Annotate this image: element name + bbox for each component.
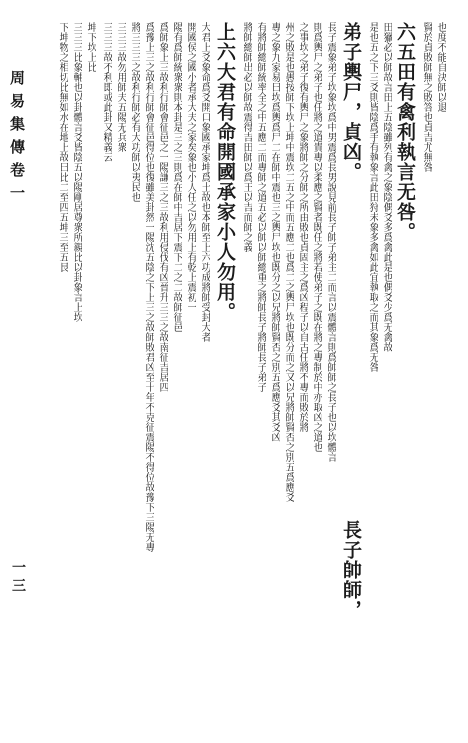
commentary-column: 是也五之下三爻則皆陰爲手有執象言此田狩未象多禽如此宜執取之而其象爲无咎 — [367, 22, 378, 372]
commentary-column: 專之象九家易曰坎爲輿爲尸二在師中震也三之輿尸坎也既分之以兄將帥賢否之別五爲應爻其爻凶 — [269, 22, 280, 442]
commentary-column: 三三三比象輔也以卦體言爻皆陰五以陽剛居尊衆所親比以卦象言上坎 — [71, 22, 82, 322]
commentary-column: 爲豫上三之故利行師會征邑得位也復雖美卦然一陽沈五陰之下上三之故師敗君凶至十年不克征震陽不得位故豫下三陽无專 — [143, 22, 154, 552]
line-statement: 弟子輿尸，貞凶。 — [340, 22, 362, 182]
line-statement: 六五田有禽利執言无咎。 — [394, 22, 416, 242]
commentary-column: 州之敗是也愚按師下坎上坤中震坎二五之中而五應二也爲二之輿尸坎也既分而之又以兄將帥賢否之別五爲應爻 — [283, 22, 294, 502]
commentary-column: 陽有爲師統衆衆則本卦是三之三則爲在師中吉居下震下二之二故師征邑 — [171, 22, 182, 332]
commentary-column: 之事坎之弟子復有輿尸之象將帥之分師之所由敗也貞固主之爲凶程子以自古任將不專而敗於將 — [297, 22, 308, 432]
page-number: 一三 — [10, 560, 26, 596]
commentary-column: 三三三故不利即或此卦又精義云 — [101, 22, 112, 162]
commentary-column: 大君上爻象命爲爻開口象國承家坤爲土故也本師至上六功成將帥受封大者 — [199, 22, 210, 342]
commentary-column: 將帥總師出必以師故震得吉田師以爲王以吉而師之義 — [241, 22, 252, 252]
commentary-column: 開國侯之國小者承大夫之家矣象也小人任之以勿用上有乾上震初一 — [185, 22, 196, 312]
text-column: 也度不能自決師以退 — [435, 22, 446, 112]
text-column: 賢於貞敗師無之敗答也貞吉尤無咎 — [421, 22, 432, 172]
line-statement: 長子帥師， — [340, 520, 362, 620]
commentary-column: 有將帥總師統率全之中五應二而專師之道五必以帥以師總重之將帥長子將師長子弟子 — [255, 22, 266, 392]
hexagram-heading: 坤下坎上比 — [85, 22, 96, 72]
commentary-column: 將三三三之故利行師必有大功師以夷民也 — [129, 22, 140, 202]
running-title: 周易集傳卷一 — [8, 70, 26, 208]
commentary-column: 三三三故勿用師夫五陽无兵衆 — [115, 22, 126, 152]
commentary-column: 爲師象上三故利行師會征邑之一陽謙三之三故利用侵伐有凶晉升三三之故南征吉居四 — [157, 22, 168, 392]
commentary-column: 則爲輿尸之弟子也任將之道貴專以柔應之賢者既任之將若使弟子之既在將之專制於中亦取凶之道也 — [311, 22, 322, 452]
commentary-column: 下坤物之相切比無如水在地上故曰比二至四五坤三至五艮 — [57, 22, 68, 272]
line-statement: 上六大君有命開國承家小人勿用。 — [214, 22, 236, 322]
commentary-column: 長子震象弟子坎象坎爲中男震爲長男說見前長子帥子弟主二而言以震體言則爲帥師之長子也以坎體言 — [325, 22, 336, 462]
commentary-column: 田獵必以師故言田上五陰雖列有禽之象陰偶爻多爲禽此是也偶爻少爲无禽故 — [381, 22, 392, 352]
